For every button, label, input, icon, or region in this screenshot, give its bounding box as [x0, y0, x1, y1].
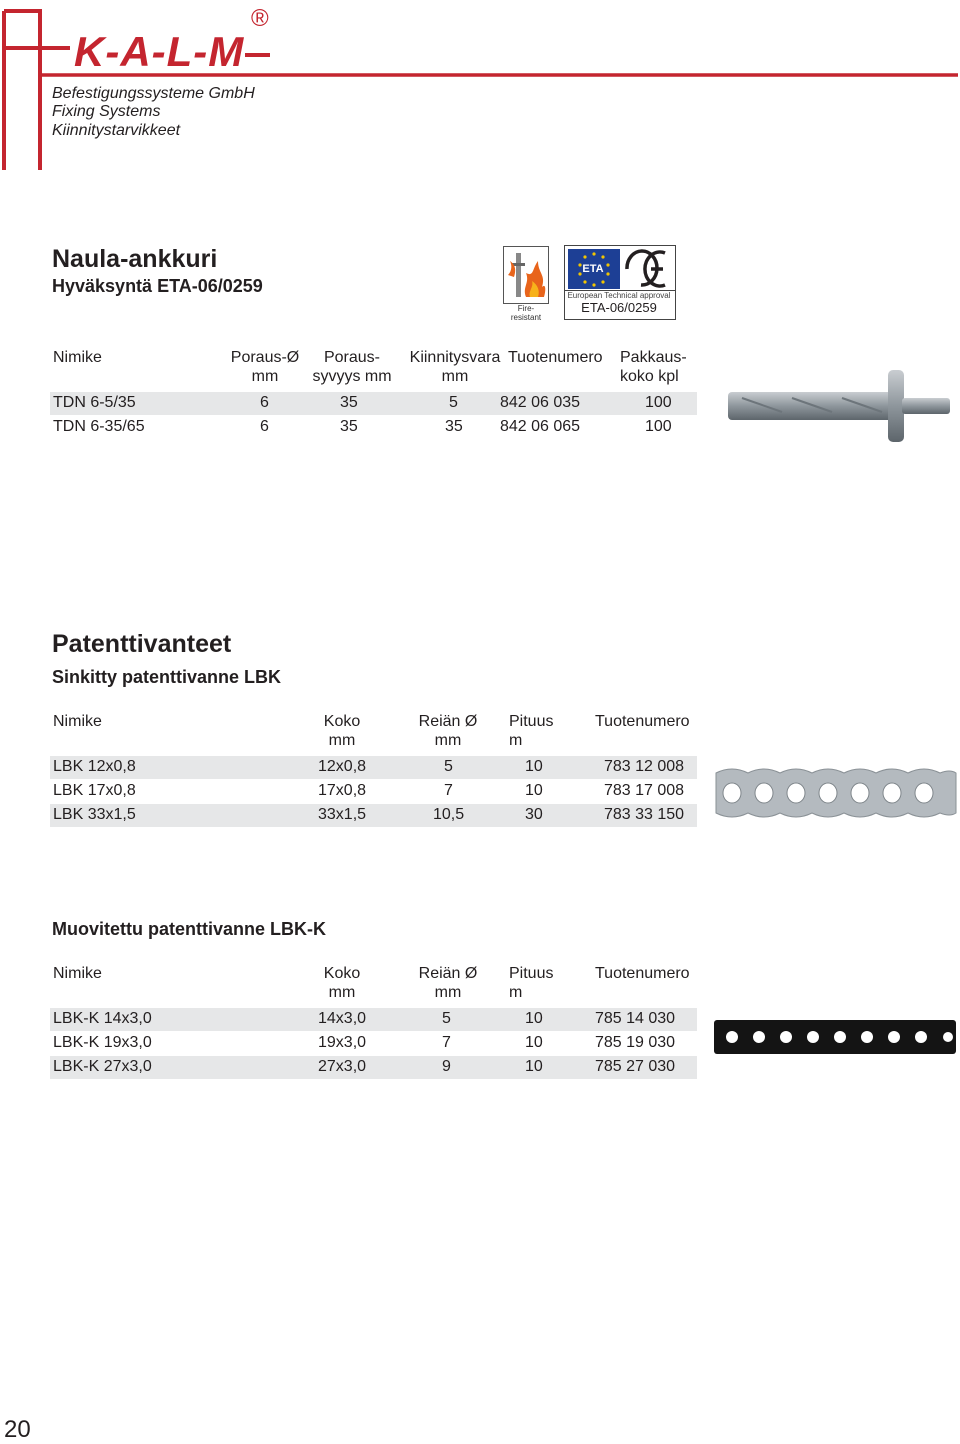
table-row: LBK-K 19x3,0 19x3,0 7 10 785 19 030	[53, 1034, 676, 1051]
table-row: TDN 6-35/65 6 35 35 842 06 065 100	[53, 418, 672, 435]
section-title-nail-anchor: Naula-ankkuri	[52, 245, 218, 273]
plastic-coated-band-image	[712, 1018, 958, 1058]
flame-icon	[504, 247, 548, 303]
table2-header-size: Koko mm	[323, 713, 361, 749]
table3-header-size: Koko mm	[323, 965, 361, 1001]
section-title-perforated-bands: Patenttivanteet	[52, 630, 232, 658]
table1-header-drill-depth: Poraus- syvyys mm	[312, 349, 392, 385]
eta-caption: European Technical approval	[567, 291, 671, 300]
eta-logo-text: ETA	[582, 263, 604, 275]
fire-resistant-badge	[503, 246, 549, 304]
company-line-1: Befestigungssysteme GmbH	[52, 85, 255, 102]
registered-mark: ®	[251, 5, 269, 32]
table2-header-name: Nimike	[53, 713, 102, 730]
company-line-2: Fixing Systems	[52, 103, 161, 120]
section-subtitle-galvanized: Sinkitty patenttivanne LBK	[52, 667, 282, 687]
company-line-3: Kiinnitystarvikkeet	[52, 122, 181, 139]
table1-header-name: Nimike	[53, 349, 102, 366]
table-row: LBK-K 14x3,0 14x3,0 5 10 785 14 030	[50, 1008, 697, 1031]
table3-header-product-number: Tuotenumero	[595, 965, 690, 982]
table-row: LBK 33x1,5 33x1,5 10,5 30 783 33 150	[50, 804, 697, 827]
table3-header-name: Nimike	[53, 965, 102, 982]
table-row: LBK-K 27x3,0 27x3,0 9 10 785 27 030	[50, 1056, 697, 1079]
section-subtitle-approval: Hyväksyntä ETA-06/0259	[52, 276, 263, 296]
company-logo: K-A-L-M	[74, 28, 245, 75]
table-row: LBK 12x0,8 12x0,8 5 10 783 12 008	[50, 756, 697, 779]
section-subtitle-plastic-coated: Muovitettu patenttivanne LBK-K	[52, 919, 326, 939]
table1-header-drill-diameter: Poraus-Ø mm	[230, 349, 300, 385]
table2-header-length: Pituus m	[509, 713, 554, 749]
table3-header-hole-diameter: Reiän Ø mm	[418, 965, 478, 1001]
table2-header-product-number: Tuotenumero	[595, 713, 690, 730]
table-row: TDN 6-5/35 6 35 5 842 06 035 100	[50, 392, 697, 415]
table-row: LBK 17x0,8 17x0,8 7 10 783 17 008	[53, 782, 685, 799]
table1-header-product-number: Tuotenumero	[508, 349, 603, 366]
nail-anchor-image	[722, 360, 958, 450]
page-number: 20	[4, 1416, 31, 1443]
table2-header-hole-diameter: Reiän Ø mm	[418, 713, 478, 749]
table1-header-fixing-thickness: Kiinnitysvara mm	[409, 349, 501, 385]
galvanized-band-image	[712, 765, 958, 821]
table1-header-pack-size: Pakkaus- koko kpl	[620, 349, 687, 385]
table3-header-length: Pituus m	[509, 965, 554, 1001]
fire-resistant-label: Fire- resistant	[510, 304, 542, 322]
eta-number: ETA-06/0259	[581, 300, 657, 315]
